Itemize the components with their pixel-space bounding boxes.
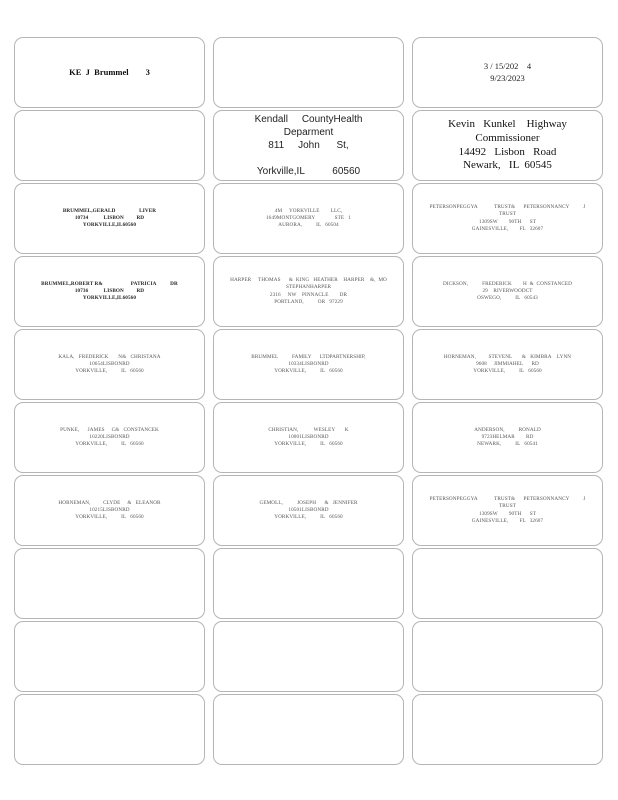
empty-label bbox=[412, 621, 603, 692]
empty-label bbox=[14, 694, 205, 765]
empty-label bbox=[14, 110, 205, 181]
address-label bbox=[14, 256, 205, 327]
label-line: PORTLAND, OR 97229 bbox=[274, 298, 343, 305]
label-line: YORKVILLE, IL 60560 bbox=[75, 368, 144, 374]
address-label bbox=[412, 402, 603, 473]
label-line: 10220LISBONRD bbox=[89, 433, 130, 440]
label-line: 1309SW 90TH ST bbox=[479, 510, 536, 517]
label-line: CHRISTIAN, WESLEY K bbox=[268, 426, 349, 433]
address-label bbox=[213, 329, 404, 400]
label-line: YORKVILLE, IL 60560 bbox=[473, 368, 542, 374]
address-label bbox=[213, 402, 404, 473]
address-label bbox=[14, 402, 205, 473]
label-line: AURORA, IL 60504 bbox=[278, 222, 339, 228]
label-line: 9723HELMAR RD bbox=[481, 433, 534, 440]
address-label bbox=[412, 183, 603, 254]
label-line: HARPER THOMAS & KING HEATHER HARPER &, MO bbox=[230, 277, 387, 284]
label-line bbox=[307, 152, 310, 165]
empty-label bbox=[412, 694, 603, 765]
empty-label bbox=[412, 548, 603, 619]
label-line: Deparment bbox=[283, 127, 334, 138]
address-label bbox=[14, 329, 205, 400]
label-line: 10654LISBONRD bbox=[89, 360, 130, 367]
label-line: BRUMMEL FAMILY LTDPARTNERSHIP, bbox=[251, 353, 366, 360]
label-line: BRUMMEL,GERALD LIVER bbox=[62, 207, 157, 214]
empty-label bbox=[14, 621, 205, 692]
label-line: ANDERSON, RONALD bbox=[474, 426, 541, 433]
label-line: GEMOLL, JOSEPH & JENNIFER bbox=[259, 499, 358, 506]
label-line: 4M YORKVILLE LLC, bbox=[274, 207, 343, 214]
label-line: 3 / 15/202 4 bbox=[483, 61, 532, 72]
label-line: PUNKE, JAMES C& CONSTANCEK bbox=[60, 426, 159, 433]
label-sheet bbox=[14, 37, 603, 765]
address-label bbox=[213, 183, 404, 254]
label-line: 1309SW 90TH ST bbox=[479, 218, 536, 225]
label-line: YORKVILLE, IL 60560 bbox=[274, 441, 343, 447]
address-label bbox=[412, 110, 603, 181]
label-line: YORKVILLE, IL 60560 bbox=[274, 514, 343, 520]
label-line: YORKVILLE,IL60560 bbox=[82, 222, 137, 228]
address-label bbox=[412, 475, 603, 546]
label-line: 9/23/2023 bbox=[490, 72, 525, 83]
label-line: 29 RIVERWOODCT bbox=[482, 287, 533, 294]
label-line: 10736 LISBON RD bbox=[74, 287, 145, 294]
label-line: 10001LISBONRD bbox=[288, 433, 329, 440]
label-line: YORKVILLE,IL60560 bbox=[82, 295, 137, 301]
address-label bbox=[412, 256, 603, 327]
label-line: TRUST bbox=[499, 211, 516, 218]
address-label bbox=[213, 110, 404, 181]
address-label bbox=[412, 37, 603, 108]
empty-label bbox=[213, 548, 404, 619]
empty-label bbox=[14, 548, 205, 619]
label-line: Kevin Kunkel Highway bbox=[448, 118, 567, 130]
label-line: YORKVILLE, IL 60560 bbox=[75, 514, 144, 520]
label-line: NEWARK, IL 60541 bbox=[477, 441, 538, 447]
label-line: 10734 LISBON RD bbox=[74, 214, 145, 221]
label-line: 10501LISBONRD bbox=[288, 506, 329, 513]
address-label bbox=[14, 37, 205, 108]
label-line: Commissioner bbox=[475, 131, 540, 144]
label-line: STEPHANHARPER bbox=[285, 284, 332, 291]
label-line: 811 John St, bbox=[268, 140, 349, 151]
label-line: KE J Brummel 3 bbox=[69, 66, 150, 77]
label-line: PETERSONPEGGYA TRUST& PETERSONNANCY J bbox=[429, 496, 586, 503]
label-line: 2316 NW PINNACLE DR bbox=[269, 291, 348, 298]
empty-label bbox=[213, 694, 404, 765]
label-line: GAINESVILLE, FL 32607 bbox=[471, 225, 544, 232]
label-line: YORKVILLE, IL 60560 bbox=[75, 441, 144, 447]
label-line: HORNEMAN, CLYDE & ELEANOR bbox=[58, 499, 161, 506]
label-line: OSWEGO, IL 60543 bbox=[477, 295, 538, 301]
label-line: 14492 Lisbon Road bbox=[458, 145, 557, 158]
label-line: KALA, FREDERICK N& CHRISTANA bbox=[58, 353, 161, 360]
label-line: 1649MONTGOMERY STE 1 bbox=[265, 214, 351, 221]
label-line: GAINESVILLE, FL 32607 bbox=[471, 517, 544, 524]
label-line: 10334LISBONRD bbox=[288, 360, 329, 367]
address-label bbox=[14, 475, 205, 546]
label-line: 9608 JIMMIAHEL RD bbox=[476, 360, 539, 367]
empty-label bbox=[213, 37, 404, 108]
label-line: Newark, IL 60545 bbox=[463, 159, 552, 172]
empty-label bbox=[213, 621, 404, 692]
address-label bbox=[213, 256, 404, 327]
address-label bbox=[412, 329, 603, 400]
label-line: BRUMMEL,ROBERT R& PATRICIA DR bbox=[41, 280, 178, 287]
label-line: 10215LISBONRD bbox=[89, 506, 130, 513]
label-line: TRUST bbox=[499, 503, 516, 510]
address-label bbox=[213, 475, 404, 546]
label-line: Yorkville,IL 60560 bbox=[256, 166, 361, 177]
label-line: PETERSONPEGGYA TRUST& PETERSONNANCY J bbox=[429, 204, 586, 211]
address-label bbox=[14, 183, 205, 254]
label-line: HORNEMAN, STEVENL & KIMBRA LYNN bbox=[443, 353, 572, 360]
label-line: Kendall CountyHealth bbox=[254, 114, 363, 125]
label-line: YORKVILLE, IL 60560 bbox=[274, 368, 343, 374]
label-line: DICKSON, FREDERICK H & CONSTANCED bbox=[442, 280, 573, 287]
